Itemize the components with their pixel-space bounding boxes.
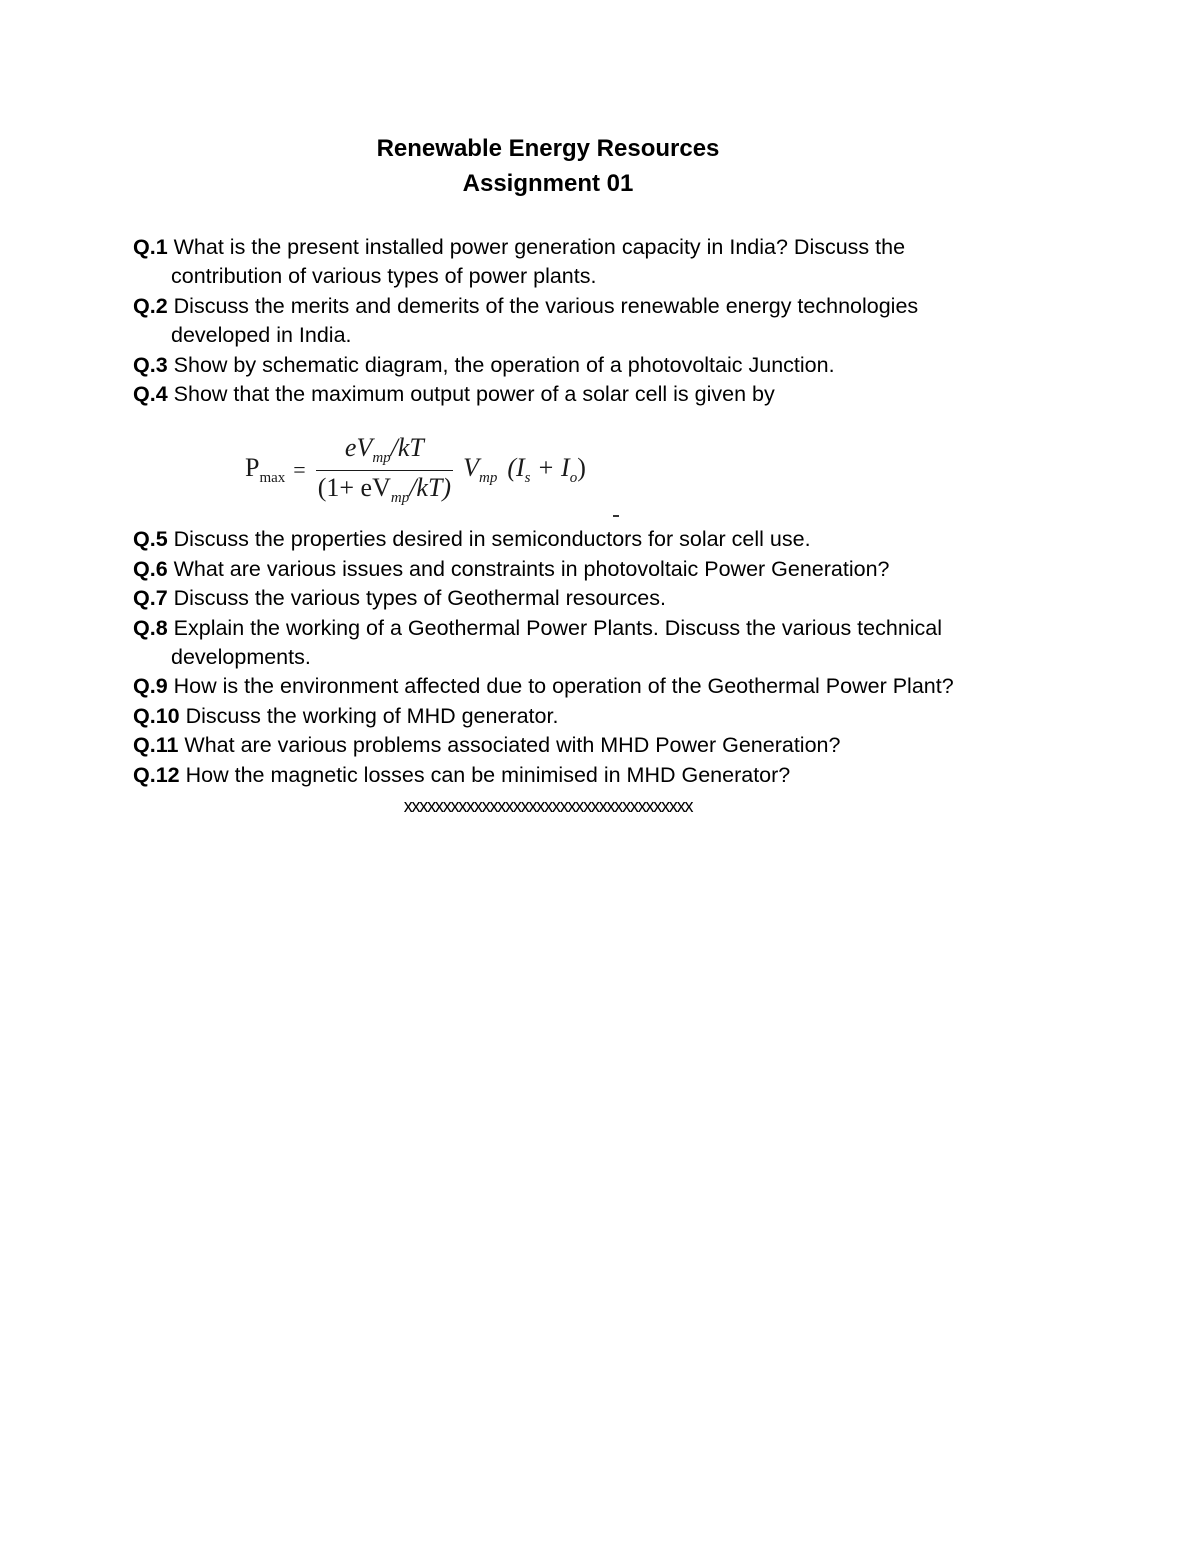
stray-mark [613,515,619,517]
question-text: Discuss the merits and demerits of the various renewable energy technologies developed in India. [171,293,919,348]
question-1 [133,233,973,292]
question-12 [133,761,973,790]
formula-equals: = [293,457,306,483]
question-number: Q.10 [133,703,180,728]
question-3 [133,351,973,380]
question-text: Show that the maximum output power of a solar cell is given by [173,382,775,407]
formula-numerator: $eV_{mp}/kT$ [344,433,424,467]
question-number: Q.1 [133,235,168,259]
question-number: Q.3 [133,352,168,377]
formula-row [133,409,973,525]
end-marker: xxxxxxxxxxxxxxxxxxxxxxxxxxxxxxxxxxxxx [403,796,693,816]
question-text: Show by schematic diagram, the operation of a photovoltaic Junction. [173,352,835,377]
question-2 [133,292,973,351]
question-text: What are various problems associated with MHD Power Generation? [184,733,841,758]
question-4 [133,380,973,409]
formula-denominator: $(1+ eV_{mp}/kT)$ [317,473,452,507]
question-number: Q.4 [133,382,168,407]
question-text: How is the environment affected due to operation of the Geothermal Power Plant? [173,674,954,699]
question-text: Discuss the working of MHD generator. [185,703,559,728]
question-number: Q.9 [133,674,168,699]
question-text: Discuss the various types of Geothermal resources. [173,586,666,611]
formula-currents: $(I_s + I_o)$ [507,453,586,487]
question-number: Q.7 [133,586,168,611]
formula-factor: $V_{mp}$ [463,453,498,487]
question-text: How the magnetic losses can be minimised in MHD Generator? [185,762,791,787]
question-11 [133,731,973,760]
question-7 [133,584,973,613]
question-list [133,233,973,790]
max-power-formula [245,433,586,507]
question-5 [133,525,973,554]
formula-fraction [316,433,453,507]
document-subtitle: Assignment 01 [462,170,634,197]
question-text: Discuss the properties desired in semiconductors for solar cell use. [173,527,811,552]
question-text: Explain the working of a Geothermal Power Plants. Discuss the various technical developments. [171,615,943,670]
question-text: What are various issues and constraints in photovoltaic Power Generation? [173,556,890,581]
question-number: Q.5 [133,527,168,552]
formula-lhs: $P_{max}$ [245,453,286,487]
question-10 [133,702,973,731]
question-number: Q.11 [133,733,179,758]
question-number: Q.2 [133,293,168,318]
title-block [0,131,1096,201]
question-text: What is the present installed power generation capacity in India? Discuss the contribution of various types of power plants. [171,235,906,289]
question-number: Q.8 [133,615,168,640]
question-number: Q.6 [133,556,168,581]
question-number: Q.12 [133,762,180,787]
question-9 [133,672,973,701]
question-6 [133,555,973,584]
document-title: Renewable Energy Resources [376,135,720,162]
question-8 [133,614,973,673]
